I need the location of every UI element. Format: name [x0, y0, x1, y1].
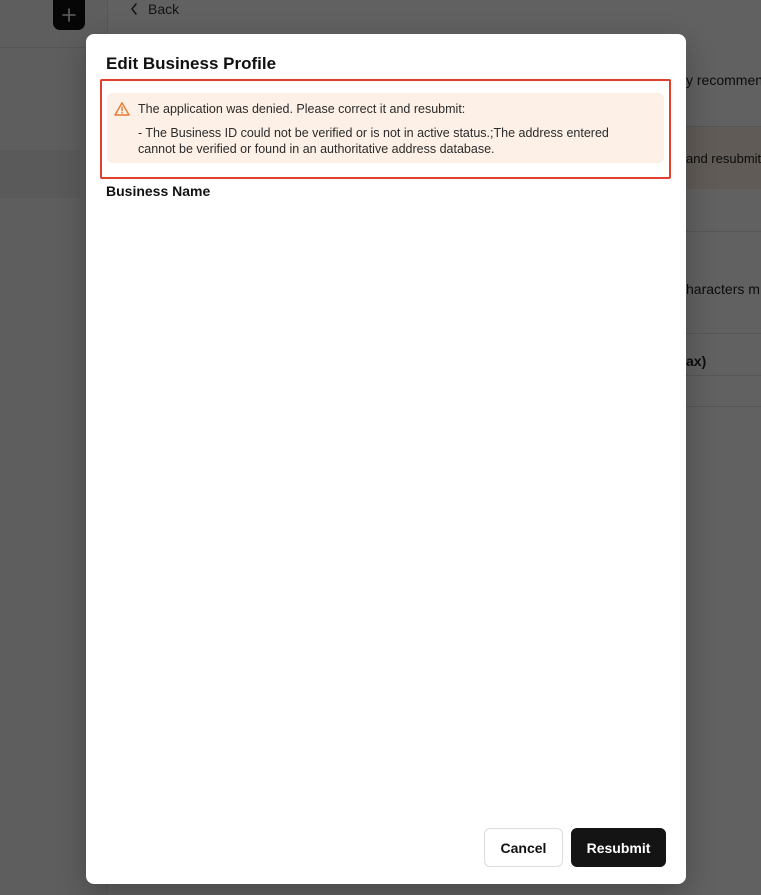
edit-business-profile-modal	[86, 34, 686, 884]
alert-title: The application was denied. Please correct it and resubmit:	[138, 102, 466, 116]
resubmit-button[interactable]: Resubmit	[571, 828, 666, 867]
warning-icon	[114, 101, 130, 117]
denial-alert	[107, 93, 664, 163]
cancel-button[interactable]: Cancel	[484, 828, 563, 867]
alert-detail: - The Business ID could not be verified or is not in active status.;The address entered cannot be verified or found in an authoritative address database.	[138, 126, 609, 156]
modal-title: Edit Business Profile	[106, 54, 277, 73]
business-name-label: Business Name	[106, 183, 211, 199]
